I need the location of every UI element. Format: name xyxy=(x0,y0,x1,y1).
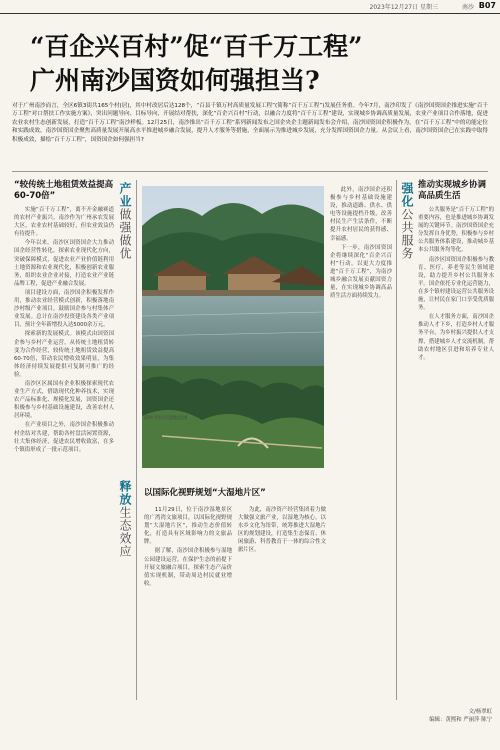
middle-label-accent: 释放 xyxy=(118,480,132,506)
left-para: 探索新的发展模式。该模式由国资国企参与乡村产业运营，从传统土地租赁转变为合作经营，较传统土地租赁效益提高60-70倍，带动农民增收效果明显，为集体经济持续发展提供可复制可推广的经验。 xyxy=(14,331,114,378)
headline-line-1: “百企兴百村”促“百千万工程” xyxy=(30,32,363,61)
right-para: 公共服务是“百千万工程”的重要内容，也是推进城乡协调发展的关键环节。南沙国资国企充分发挥自身优势，积极参与乡村公共服务体系建设，推动城乡基本公共服务均等化。 xyxy=(418,207,494,254)
left-column-text xyxy=(14,206,114,698)
left-para: 实施“百千万工程”，离不开金融赛道的农村产业振兴。南沙作为广州承农发展大区，农业农村基础较好，但农业效益仍有待提升。 xyxy=(14,207,114,238)
section-name: 南沙 xyxy=(461,4,474,11)
editor-credit: 编辑：黄熙和 严丽萍 陈宁 xyxy=(429,717,492,723)
center-para: 此外，南沙国企还积极参与乡村基础设施建设，推动道路、供水、供电等设施提档升级，改善村民生产生活条件，不断提升农村居民的获得感、幸福感。 xyxy=(330,187,392,242)
middle-column-text-2 xyxy=(238,506,326,698)
middle-para: 据了解，南沙国企积极参与湿地公园建设运营，在保护生态的前提下开展文旅融合项目，探索生态产品价值实现机制，带动周边村民就业增收。 xyxy=(144,548,232,587)
center-para: 下一步，南沙国资国企将继续深化“百企兴百村”行动，以更大力度推进“百千万工程”，为南沙城乡融合发展贡献国资力量，在实现城乡协调高品质生活方面持续发力。 xyxy=(330,244,392,300)
right-column-divider xyxy=(396,180,397,700)
left-para: 南沙区区属国有企业积极探索现代农业生产方式，借助现代化种养技术，实现农产品标准化、规模化发展，国资国企还积极参与乡村基础设施建设，改善农村人居环境。 xyxy=(14,380,114,420)
left-subhead: “较传统土地租赁效益提高60-70倍” xyxy=(14,180,114,201)
middle-label-rest: 生态效应 xyxy=(118,506,132,558)
left-para: 项目建设方面，南沙国企积极发挥作用，推动农业经营模式创新，积极落地南沙村级产业项目，鼓励国企参与村集体产业发展。总计在南沙投资建设各类产业项目，预计全年新增投入达5000余万元。 xyxy=(14,289,114,329)
page-header xyxy=(0,0,500,14)
right-para: 南沙区国资国企积极参与教育、医疗、养老等民生领域建设，助力提升乡村公共服务水平。国企依托专业化运营能力，在多个镇村建设运营公共服务设施，让村民在家门口享受优质服务。 xyxy=(418,256,494,312)
issue-date: 2023年12月27日 星期三 xyxy=(369,4,438,11)
right-subhead: 推动实现城乡协调高品质生活 xyxy=(418,180,487,201)
middle-column-text-1 xyxy=(144,506,232,698)
middle-para: 11月29日，位于南沙湿地景区的广湾湾文旅项目，以国际化视野规划“大湿地片区”，推动生态价值转化，打造具有区域影响力的文旅品牌。 xyxy=(144,507,232,546)
lead-divider xyxy=(12,171,488,172)
middle-subhead: 以国际化视野规划“大湿地片区” xyxy=(144,488,266,498)
page-number: B07 xyxy=(478,1,496,10)
middle-section-label xyxy=(118,480,131,558)
column-divider xyxy=(136,180,137,700)
center-column-text xyxy=(330,186,392,698)
wetland-photo xyxy=(142,186,324,468)
lead-paragraph: 对于广州南沙而言，全区6镇3街共165个村(居)，其中村改居后达128个，“百县千镇万村高质量发展工程”(简称“百千万工程”)发展任务重。今年7月，南沙印发了《南沙国资国企推进实施“百千万工程”对口帮扶工作实施方案》，突出问题导向、目标导向，开展结对帮扶，深化“百企兴百村”行动，以融合力度将“百千万工程”建设，实现城乡协调高质量发展，农业产业项目合作落地，促进农业农村生态创新发展，打造“百千万工程”南沙样板。12月25日，南沙推出“百千万工程”系列新闻发布之国企央企主题新闻发布会介绍，南沙国资国企积极作为，在“百千万工程”中的功能定位和实践成效，南沙国资国企聚焦高质量发展开展高水平推进城乡融合发展，提升人才服务等措施，全面展示为推进城乡发展，充分发挥国资国企力量。从会议上看，南沙国资国企已在实践中取得积极成效，描绘“百千万工程”，国资国企如何强担当? xyxy=(12,103,488,143)
headline xyxy=(30,30,470,98)
right-label-accent: 强化 xyxy=(400,182,414,208)
photo-caption: 南沙天后宫湿地公园 xyxy=(144,416,188,421)
right-section-label xyxy=(400,182,413,260)
right-label-rest: 公共服务 xyxy=(400,208,414,260)
left-label-accent: 产业 xyxy=(118,182,132,208)
middle-para: 为此，南沙资产经营集团着力做大做强文旅产业，以湿地为核心，以水乡文化为纽带，统筹推进大湿地片区的规划建设，打造集生态保育、休闲旅游、科普教育于一体的综合性文旅片区。 xyxy=(238,507,326,554)
author-credit: 文/杨翠虹 xyxy=(468,709,492,715)
left-para: 在产业项目之外，南沙国企积极推动村企结对共建，帮助各村盘活闲置资源，壮大集体经济，促进农民增收致富，在多个镇街形成了一批示范项目。 xyxy=(14,422,114,453)
headline-line-2: 广州南沙国资如何强担当? xyxy=(30,66,320,95)
left-label-rest: 做强做优 xyxy=(118,208,132,260)
right-para: 在人才服务方面，南沙国企推动人才下乡，打造乡村人才服务平台，为乡村振兴提供人才支撑，搭建城乡人才交流机制，帮助农村地区引进和培养专业人才。 xyxy=(418,314,494,361)
left-para: 今年以来，南沙区国资国企大力推动国企经营性转化，探索农业现代化方向，突破保障模式，促进农业产业价值链利用土地资源和农业现代化，积极创新农业服务，组织农业企业对接，打造农业产业链品牌工程，促进产业融合发展。 xyxy=(14,240,114,287)
footer xyxy=(362,708,492,724)
right-column-text xyxy=(418,206,494,700)
left-section-label xyxy=(118,182,131,260)
